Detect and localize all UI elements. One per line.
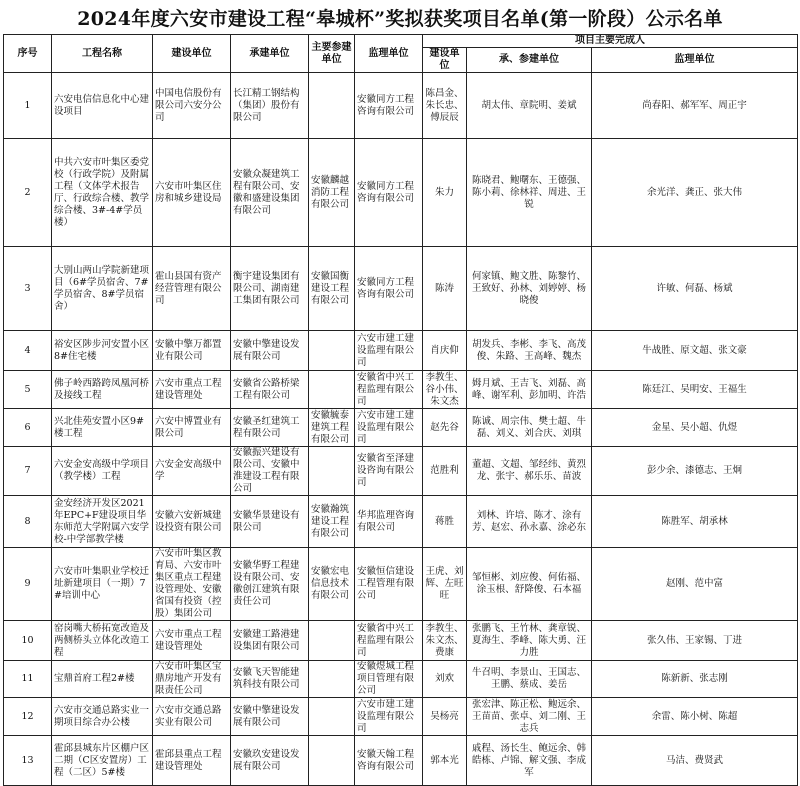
document-title: 2024年度六安市建设工程“皋城杯”奖拟获奖项目名单(第一阶段）公示名单 — [77, 8, 723, 30]
cell-person-builder: 朱力 — [423, 139, 467, 247]
table-row — [4, 371, 798, 409]
cell-contractor: 安徽圣红建筑工程有限公司 — [231, 409, 309, 447]
cell-supervisor: 安徽天翰工程咨询有限公司 — [355, 736, 423, 786]
cell-supervisor: 安徽省中兴工程监理有限公司 — [355, 621, 423, 661]
cell-person-contractor: 陈晓君、鲍曙东、王德强、陈小莉、徐林祥、周进、王锐 — [467, 139, 592, 247]
cell-participant: 安徽毓泰建筑工程有限公司 — [309, 409, 355, 447]
cell-builder: 六安市叶集区宝鼎房地产开发有限责任公司 — [153, 661, 231, 698]
cell-participant — [309, 447, 355, 496]
cell-contractor: 长江精工钢结构（集团）股份有限公司 — [231, 73, 309, 139]
cell-builder: 六安市重点工程建设管理处 — [153, 371, 231, 409]
cell-contractor: 安徽中擎建设发展有限公司 — [231, 698, 309, 736]
cell-person-contractor: 邹恒彬、刘应俊、何佑福、涂玉根、舒降俊、石本福 — [467, 548, 592, 621]
cell-seq: 3 — [4, 247, 52, 331]
cell-project-name: 六安市交通总路实业一期项目综合办公楼 — [52, 698, 153, 736]
cell-person-contractor: 牛召明、李景山、王国志、王鹏、蔡成、姜岳 — [467, 661, 592, 698]
cell-person-supervisor: 张久伟、王家锡、丁进 — [592, 621, 798, 661]
cell-person-builder: 范胜利 — [423, 447, 467, 496]
cell-participant — [309, 331, 355, 371]
cell-contractor: 安徽建工路港建设集团有限公司 — [231, 621, 309, 661]
cell-project-name: 金安经济开发区2021年EPC+F建设项目华东师范大学附属六安学校-中学部教学楼 — [52, 496, 153, 548]
cell-supervisor: 安徽恒信建设工程管理有限公司 — [355, 548, 423, 621]
cell-participant — [309, 736, 355, 786]
cell-builder: 六安中博置业有限公司 — [153, 409, 231, 447]
cell-supervisor: 安徽煜城工程项目管理有限公司 — [355, 661, 423, 698]
cell-person-builder: 陈涛 — [423, 247, 467, 331]
cell-project-name: 裕安区陟步河安置小区8#住宅楼 — [52, 331, 153, 371]
table-row — [4, 736, 798, 786]
cell-person-contractor: 张宏津、陈正松、鲍远余、王苗苗、张卓、刘二刚、王志兵 — [467, 698, 592, 736]
cell-builder: 安徽六安新城建设投资有限公司 — [153, 496, 231, 548]
cell-project-name: 宝鼎首府工程2#楼 — [52, 661, 153, 698]
cell-person-builder: 陈昌金、朱长忠、傅辰辰 — [423, 73, 467, 139]
cell-seq: 1 — [4, 73, 52, 139]
table-row — [4, 621, 798, 661]
cell-person-supervisor: 彭少余、漆德志、王炯 — [592, 447, 798, 496]
table-row — [4, 139, 798, 247]
cell-builder: 中国电信股份有限公司六安分公司 — [153, 73, 231, 139]
header-main-persons: 项目主要完成人 — [423, 35, 798, 48]
header-person-supervisor: 监理单位 — [592, 48, 798, 73]
cell-person-supervisor: 陈新新、张志刚 — [592, 661, 798, 698]
cell-builder: 六安金安高级中学 — [153, 447, 231, 496]
cell-supervisor: 六安市建工建设监理有限公司 — [355, 331, 423, 371]
cell-person-supervisor: 牛战胜、原文超、张文豪 — [592, 331, 798, 371]
cell-supervisor: 六安市建工建设监理有限公司 — [355, 698, 423, 736]
cell-participant — [309, 661, 355, 698]
header-person-builder: 建设单位 — [423, 48, 467, 73]
header-project-name: 工程名称 — [52, 35, 153, 73]
cell-contractor: 安徽省公路桥梁工程有限公司 — [231, 371, 309, 409]
cell-person-supervisor: 赵刚、范中富 — [592, 548, 798, 621]
cell-contractor: 安徽众凝建筑工程有限公司、安徽和盛建设集团有限公司 — [231, 139, 309, 247]
cell-project-name: 中共六安市叶集区委党校（行政学院）及附属工程（文体学术报告厅、行政综合楼、教学综合楼、3#-4#学员楼） — [52, 139, 153, 247]
header-builder: 建设单位 — [153, 35, 231, 73]
cell-person-contractor: 胡发兵、李彬、李飞、高茂俊、朱路、王高峰、魏杰 — [467, 331, 592, 371]
cell-participant — [309, 621, 355, 661]
cell-supervisor: 六安市建工建设监理有限公司 — [355, 409, 423, 447]
cell-project-name: 霍邱县城东片区棚户区二期（C区安置房）工程（二区）5#楼 — [52, 736, 153, 786]
cell-project-name: 六安金安高级中学项目（教学楼）工程 — [52, 447, 153, 496]
cell-person-supervisor: 陈胜军、胡承林 — [592, 496, 798, 548]
cell-person-contractor: 刘林、许培、陈才、涂有芳、赵宏、孙永嘉、涂必东 — [467, 496, 592, 548]
cell-project-name: 六安市叶集职业学校迁址新建项目（一期）7#培训中心 — [52, 548, 153, 621]
header-contractor: 承建单位 — [231, 35, 309, 73]
cell-person-builder: 蒋胜 — [423, 496, 467, 548]
cell-project-name: 窑岗嘴大桥拓宽改造及两侧桥头立体化改造工程 — [52, 621, 153, 661]
table-row — [4, 496, 798, 548]
header-person-contractor: 承、参建单位 — [467, 48, 592, 73]
cell-builder: 六安市重点工程建设管理处 — [153, 621, 231, 661]
cell-seq: 8 — [4, 496, 52, 548]
cell-builder: 安徽中擎万都置业有限公司 — [153, 331, 231, 371]
cell-person-supervisor: 许敏、何磊、杨斌 — [592, 247, 798, 331]
cell-participant: 安徽国衡建设工程有限公司 — [309, 247, 355, 331]
header-row-top — [4, 35, 798, 48]
header-participant: 主要参建单位 — [309, 35, 355, 73]
cell-contractor: 安徽中擎建设发展有限公司 — [231, 331, 309, 371]
table-row — [4, 548, 798, 621]
cell-person-contractor: 戚程、汤长生、鲍远余、韩皓栋、卢锦、解文强、李成军 — [467, 736, 592, 786]
cell-person-contractor: 胡太伟、章院明、姜斌 — [467, 73, 592, 139]
cell-supervisor: 安徽同方工程咨询有限公司 — [355, 247, 423, 331]
header-seq: 序号 — [4, 35, 52, 73]
cell-supervisor: 华邦监理咨询有限公司 — [355, 496, 423, 548]
cell-contractor: 安徽振兴建设有限公司、安徽中淮建设工程有限公司 — [231, 447, 309, 496]
cell-builder: 霍山县国有资产经营管理有限公司 — [153, 247, 231, 331]
table-row — [4, 447, 798, 496]
table-row — [4, 698, 798, 736]
award-list-table — [3, 34, 798, 786]
cell-contractor: 衡宇建设集团有限公司、湖南建工集团有限公司 — [231, 247, 309, 331]
cell-person-builder: 赵先谷 — [423, 409, 467, 447]
table-row — [4, 73, 798, 139]
table-row — [4, 331, 798, 371]
cell-builder: 六安市叶集区住房和城乡建设局 — [153, 139, 231, 247]
cell-seq: 7 — [4, 447, 52, 496]
cell-seq: 11 — [4, 661, 52, 698]
cell-participant: 安徽宏电信息技术有限公司 — [309, 548, 355, 621]
cell-person-supervisor: 马洁、费贤武 — [592, 736, 798, 786]
cell-supervisor: 安徽省中兴工程监理有限公司 — [355, 371, 423, 409]
cell-supervisor: 安徽同方工程咨询有限公司 — [355, 139, 423, 247]
cell-seq: 5 — [4, 371, 52, 409]
cell-participant: 安徽麟越消防工程有限公司 — [309, 139, 355, 247]
cell-person-builder: 王虎、刘辉、左旺旺 — [423, 548, 467, 621]
cell-project-name: 兴北佳苑安置小区9#楼工程 — [52, 409, 153, 447]
cell-person-supervisor: 余雷、陈小树、陈超 — [592, 698, 798, 736]
cell-contractor: 安徽玖安建设发展有限公司 — [231, 736, 309, 786]
cell-builder: 六安市交通总路实业有限公司 — [153, 698, 231, 736]
cell-person-builder: 郭本光 — [423, 736, 467, 786]
cell-seq: 4 — [4, 331, 52, 371]
table-row — [4, 661, 798, 698]
cell-builder: 霍邱县重点工程建设管理处 — [153, 736, 231, 786]
cell-person-contractor: 董超、文超、邹经纬、黄烈龙、张宇、郝乐乐、苗波 — [467, 447, 592, 496]
cell-seq: 2 — [4, 139, 52, 247]
cell-person-contractor: 何家镇、鲍文胜、陈黎竹、王致好、孙林、刘婷婷、杨晓俊 — [467, 247, 592, 331]
cell-person-builder: 李教生、谷小伟、朱文杰 — [423, 371, 467, 409]
cell-person-builder: 吴杨亮 — [423, 698, 467, 736]
cell-person-contractor: 张鹏飞、王竹林、龚章锐、夏海生、季峰、陈大勇、汪力胜 — [467, 621, 592, 661]
table-row — [4, 409, 798, 447]
cell-participant — [309, 698, 355, 736]
cell-person-builder: 肖庆仰 — [423, 331, 467, 371]
cell-participant — [309, 371, 355, 409]
cell-participant — [309, 73, 355, 139]
cell-seq: 6 — [4, 409, 52, 447]
cell-contractor: 安徽飞天智能建筑科技有限公司 — [231, 661, 309, 698]
header-supervisor: 监理单位 — [355, 35, 423, 73]
cell-person-builder: 李教生、朱文杰、费康 — [423, 621, 467, 661]
cell-person-contractor: 姆月斌、王吉飞、刘磊、高峰、谢军利、彭加明、许浩 — [467, 371, 592, 409]
cell-seq: 12 — [4, 698, 52, 736]
cell-supervisor: 安徽同方工程咨询有限公司 — [355, 73, 423, 139]
cell-person-supervisor: 余光洋、龚正、张大伟 — [592, 139, 798, 247]
cell-person-supervisor: 尚春阳、郝军军、周正宇 — [592, 73, 798, 139]
cell-person-supervisor: 金星、吴小超、仇煜 — [592, 409, 798, 447]
cell-contractor: 安徽华野工程建设有限公司、安徽创江建筑有限责任公司 — [231, 548, 309, 621]
cell-builder: 六安市叶集区教育局、六安市叶集区重点工程建设管理处、安徽省国有投资（控股）集团公司 — [153, 548, 231, 621]
cell-contractor: 安徽华景建设有限公司 — [231, 496, 309, 548]
cell-person-builder: 刘欢 — [423, 661, 467, 698]
cell-seq: 9 — [4, 548, 52, 621]
cell-person-supervisor: 陈廷江、吴明安、王福生 — [592, 371, 798, 409]
cell-project-name: 佛子岭西路跨凤凰河桥及接线工程 — [52, 371, 153, 409]
cell-participant: 安徽瀚筑建设工程有限公司 — [309, 496, 355, 548]
table-row — [4, 247, 798, 331]
cell-seq: 13 — [4, 736, 52, 786]
cell-project-name: 六安电信信息化中心建设项目 — [52, 73, 153, 139]
cell-project-name: 大别山两山学院新建项目（6#学员宿舍、7#学员宿舍、8#学员宿舍） — [52, 247, 153, 331]
cell-supervisor: 安徽省至泽建设咨询有限公司 — [355, 447, 423, 496]
cell-seq: 10 — [4, 621, 52, 661]
cell-person-contractor: 陈诚、周宗伟、樊士超、牛磊、刘义、刘合庆、刘琪 — [467, 409, 592, 447]
